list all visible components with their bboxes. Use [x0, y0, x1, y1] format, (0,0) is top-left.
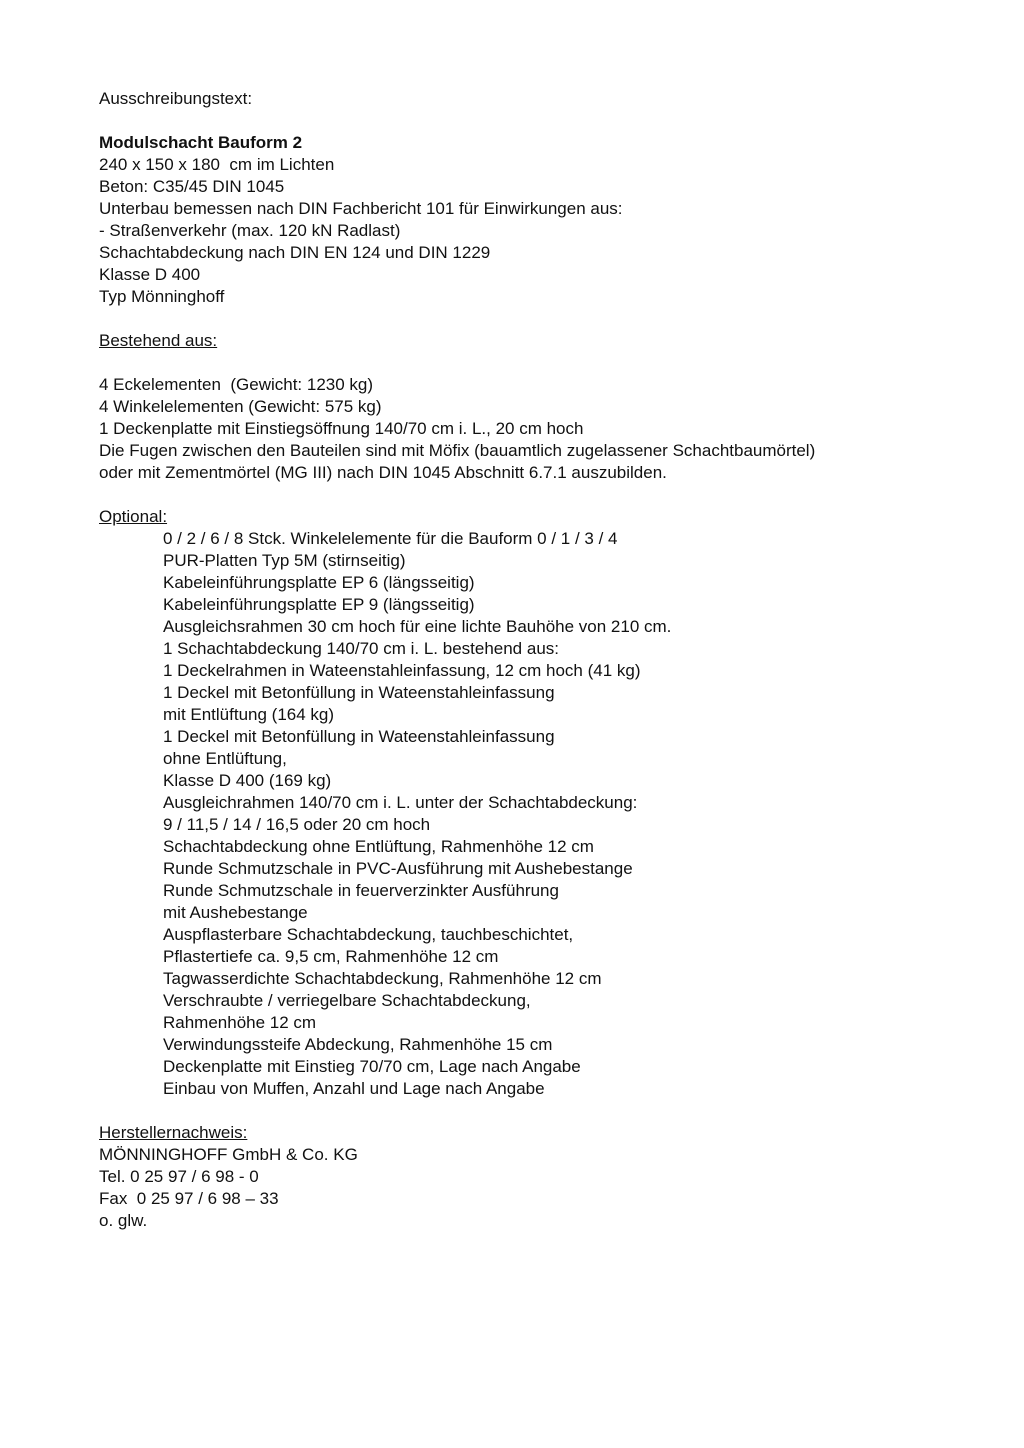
- text-line: mit Aushebestange: [163, 903, 308, 922]
- text-line: Fax 0 25 97 / 6 98 – 33: [99, 1189, 279, 1208]
- text-line: 1 Deckenplatte mit Einstiegsöffnung 140/70 cm i. L., 20 cm hoch: [99, 419, 584, 438]
- text-line: 0 / 2 / 6 / 8 Stck. Winkelelemente für die Bauform 0 / 1 / 3 / 4: [163, 529, 618, 548]
- text-line: Tel. 0 25 97 / 6 98 - 0: [99, 1167, 259, 1186]
- text-line: Kabeleinführungsplatte EP 9 (längsseitig): [163, 595, 475, 614]
- text-line: 9 / 11,5 / 14 / 16,5 oder 20 cm hoch: [163, 815, 431, 834]
- product-lines: [99, 154, 934, 308]
- hersteller-lines: [99, 1144, 934, 1232]
- text-line: Ausgleichrahmen 140/70 cm i. L. unter der Schachtabdeckung:: [163, 793, 638, 812]
- optional-section: [99, 506, 934, 1100]
- text-line: Verschraubte / verriegelbare Schachtabdeckung,: [163, 991, 531, 1010]
- product-title: Modulschacht Bauform 2: [99, 133, 303, 152]
- text-line: MÖNNINGHOFF GmbH & Co. KG: [99, 1145, 358, 1164]
- text-line: Schachtabdeckung ohne Entlüftung, Rahmenhöhe 12 cm: [163, 837, 594, 856]
- text-line: 4 Winkelelementen (Gewicht: 575 kg): [99, 397, 382, 416]
- text-line: Unterbau bemessen nach DIN Fachbericht 101 für Einwirkungen aus:: [99, 199, 623, 218]
- hersteller-section: [99, 1122, 934, 1232]
- bestehend-heading: Bestehend aus:: [99, 331, 218, 350]
- text-line: Typ Mönninghoff: [99, 287, 225, 306]
- text-line: Runde Schmutzschale in PVC-Ausführung mit Aushebestange: [163, 859, 633, 878]
- text-line: Auspflasterbare Schachtabdeckung, tauchbeschichtet,: [163, 925, 574, 944]
- text-line: 1 Deckel mit Betonfüllung in Wateenstahleinfassung: [163, 683, 555, 702]
- text-line: PUR-Platten Typ 5M (stirnseitig): [163, 551, 406, 570]
- text-line: Runde Schmutzschale in feuerverzinkter Ausführung: [163, 881, 559, 900]
- intro-label: Ausschreibungstext:: [99, 89, 253, 108]
- bestehend-section: [99, 330, 934, 484]
- text-line: o. glw.: [99, 1211, 148, 1230]
- text-line: Ausgleichsrahmen 30 cm hoch für eine lichte Bauhöhe von 210 cm.: [163, 617, 672, 636]
- product-section: [99, 132, 934, 308]
- text-line: Pflastertiefe ca. 9,5 cm, Rahmenhöhe 12 cm: [163, 947, 499, 966]
- text-line: 1 Deckelrahmen in Wateenstahleinfassung, 12 cm hoch (41 kg): [163, 661, 641, 680]
- text-line: Rahmenhöhe 12 cm: [163, 1013, 317, 1032]
- text-line: 1 Schachtabdeckung 140/70 cm i. L. bestehend aus:: [163, 639, 559, 658]
- text-line: 1 Deckel mit Betonfüllung in Wateenstahleinfassung: [163, 727, 555, 746]
- text-line: Beton: C35/45 DIN 1045: [99, 177, 285, 196]
- text-line: 240 x 150 x 180 cm im Lichten: [99, 155, 335, 174]
- hersteller-heading: Herstellernachweis:: [99, 1123, 248, 1142]
- text-line: Klasse D 400: [99, 265, 201, 284]
- text-line: Deckenplatte mit Einstieg 70/70 cm, Lage nach Angabe: [163, 1057, 581, 1076]
- text-line: Schachtabdeckung nach DIN EN 124 und DIN 1229: [99, 243, 491, 262]
- text-line: Einbau von Muffen, Anzahl und Lage nach Angabe: [163, 1079, 545, 1098]
- bestehend-lines: [99, 374, 934, 484]
- optional-heading: Optional:: [99, 507, 168, 526]
- text-line: Verwindungssteife Abdeckung, Rahmenhöhe 15 cm: [163, 1035, 553, 1054]
- text-line: - Straßenverkehr (max. 120 kN Radlast): [99, 221, 401, 240]
- text-line: mit Entlüftung (164 kg): [163, 705, 335, 724]
- text-line: oder mit Zementmörtel (MG III) nach DIN 1045 Abschnitt 6.7.1 auszubilden.: [99, 463, 667, 482]
- text-line: Klasse D 400 (169 kg): [163, 771, 332, 790]
- text-line: ohne Entlüftung,: [163, 749, 287, 768]
- text-line: 4 Eckelementen (Gewicht: 1230 kg): [99, 375, 374, 394]
- text-line: Die Fugen zwischen den Bauteilen sind mit Möfix (bauamtlich zugelassener Schachtbaumörtel): [99, 441, 816, 460]
- optional-lines: [99, 528, 934, 1100]
- text-line: Tagwasserdichte Schachtabdeckung, Rahmenhöhe 12 cm: [163, 969, 602, 988]
- text-line: Kabeleinführungsplatte EP 6 (längsseitig): [163, 573, 475, 592]
